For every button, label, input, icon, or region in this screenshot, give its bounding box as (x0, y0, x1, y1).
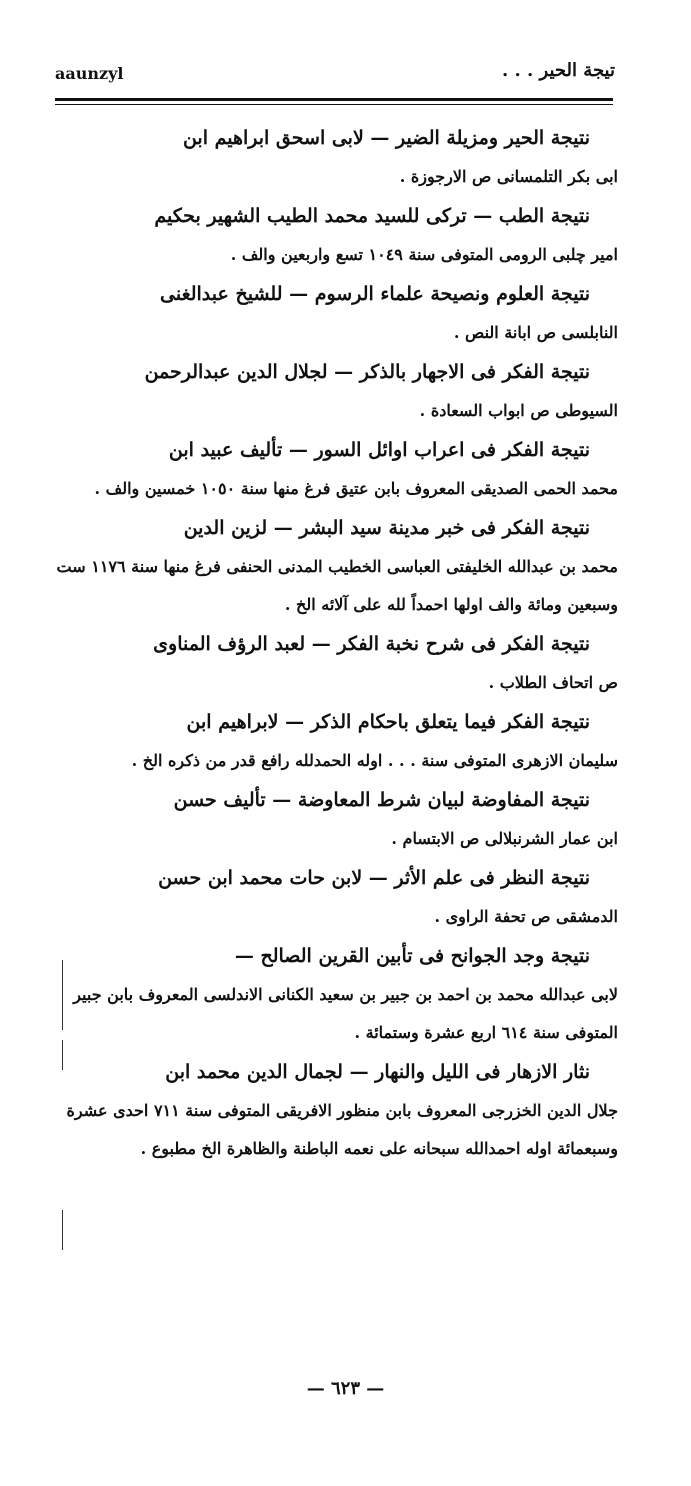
entry (50, 196, 618, 274)
entry-title: نتيجة وجد الجوانح فى تأبين القرين الصالح — (234, 945, 590, 967)
entry (50, 352, 618, 430)
entry-title: نتيجة الحير ومزيلة الضير — لابى اسحق ابراهيم ابن (182, 127, 590, 149)
entry-body: ابن عمار الشرنبلالى ص الابتسام . (391, 829, 618, 848)
margin-mark (62, 1210, 63, 1250)
entry (50, 430, 618, 508)
entry-title: نتيجة العلوم ونصيحة علماء الرسوم — للشيخ عبدالغنى (160, 283, 590, 305)
header-left-text: aaunzyl (55, 64, 124, 83)
entry-body: جلال الدين الخزرجى المعروف بابن منظور الافريقى المتوفى سنة ٧١١ احدى عشرة وسبعمائة اوله احمدالله سبحانه على نعمه الباطنة والظاهرة الخ مطبوع . (66, 1101, 618, 1158)
entry-title: نتيجة الفكر فى اعراب اوائل السور — تأليف عبيد ابن (168, 439, 590, 461)
entry-title: نتيجة الفكر فى الاجهار بالذكر — لجلال الدين عبدالرحمن (144, 361, 590, 383)
entry-title: نتيجة النظر فى علم الأثر — لابن حات محمد ابن حسن (158, 867, 590, 889)
entry-title: نثار الازهار فى الليل والنهار — لجمال الدين محمد ابن (165, 1061, 590, 1083)
entry-title: نتيجة المفاوضة لبيان شرط المعاوضة — تأليف حسن (173, 789, 590, 811)
entry (50, 780, 618, 858)
entry-body: ص اتحاف الطلاب . (488, 673, 618, 692)
entry (50, 274, 618, 352)
entry (50, 624, 618, 702)
page-number: — ٦٢٣ — (306, 1378, 385, 1399)
entry (50, 858, 618, 936)
page-header (55, 58, 615, 98)
header-running-title: تيجة الحير . . . (501, 60, 615, 81)
entry-title: نتيجة الفكر فيما يتعلق باحكام الذكر — لابراهيم ابن (186, 711, 590, 733)
header-rule-thin (55, 104, 613, 105)
entry-body: محمد بن عبدالله الخليفتى العباسى الخطيب المدنى الحنفى فرغ منها سنة ١١٧٦ ست وسبعين ومائة والف اولها احمداً لله على آلائه الخ . (56, 557, 618, 614)
entry-body: سليمان الازهرى المتوفى سنة . . . اوله الحمدلله رافع قدر من ذكره الخ . (131, 751, 618, 770)
header-rule (55, 98, 613, 101)
entry-body: محمد الحمى الصديقى المعروف بابن عتيق فرغ منها سنة ١٠٥٠ خمسين والف . (94, 479, 618, 498)
entry-body: لابى عبدالله محمد بن احمد بن جبير بن سعيد الكنانى الاندلسى المعروف بابن جبير المتوفى سنة ٦١٤ اربع عشرة وستمائة . (73, 985, 618, 1042)
entry-body: النابلسى ص ابانة النص . (453, 323, 618, 342)
entry (50, 1052, 618, 1168)
entry-body: الدمشقى ص تحفة الراوى . (434, 907, 618, 926)
entry-title: نتيجة الفكر فى شرح نخبة الفكر — لعبد الرؤف المناوى (153, 633, 590, 655)
entry-body: السيوطى ص ابواب السعادة . (419, 401, 618, 420)
entry-list (50, 118, 618, 1168)
entry-title: نتيجة الفكر فى خبر مدينة سيد البشر — لزين الدين (183, 517, 590, 539)
entry-title: نتيجة الطب — تركى للسيد محمد الطيب الشهير بحكيم (154, 205, 590, 227)
entry-body: ابى بكر التلمسانى ص الارجوزة . (399, 167, 618, 186)
entry (50, 508, 618, 624)
entry (50, 936, 618, 1052)
entry-body: امير چلبى الرومى المتوفى سنة ١٠٤٩ تسع واربعين والف . (230, 245, 618, 264)
entry (50, 118, 618, 196)
entry (50, 702, 618, 780)
